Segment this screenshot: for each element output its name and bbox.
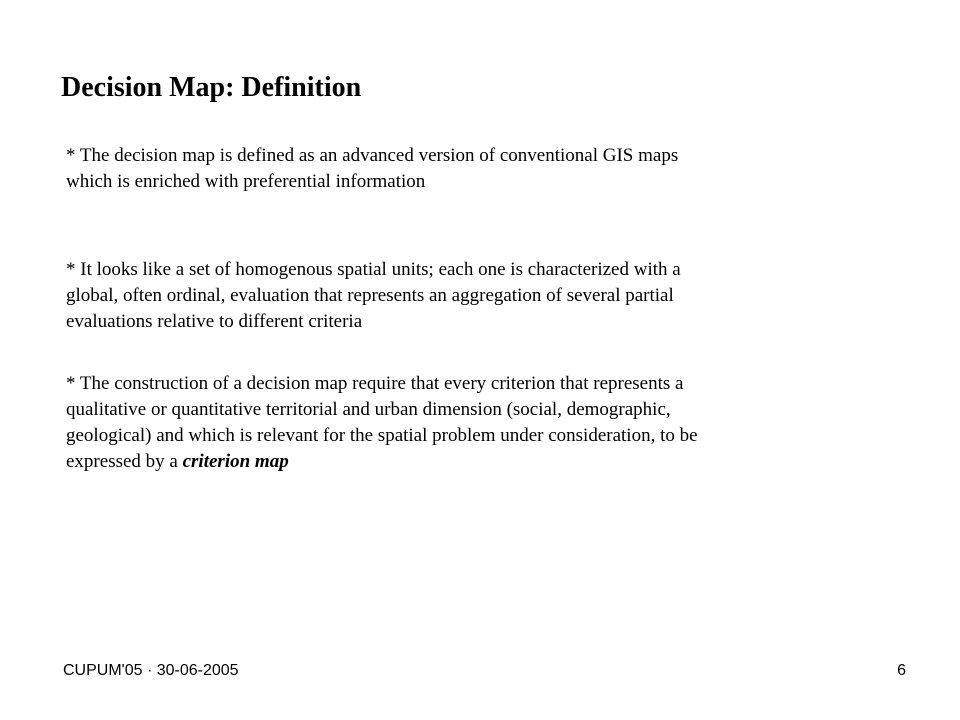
paragraph-line: * It looks like a set of homogenous spatial units; each one is characterized with a xyxy=(66,259,681,280)
paragraph-line: * The construction of a decision map require that every criterion that represents a xyxy=(66,373,684,394)
paragraph-line: global, often ordinal, evaluation that represents an aggregation of several partial xyxy=(66,285,674,306)
paragraph-line: evaluations relative to different criteria xyxy=(66,311,363,332)
paragraph-last-line xyxy=(66,449,896,475)
slide-title: Decision Map: Definition xyxy=(61,72,362,103)
paragraph-line: qualitative or quantitative territorial and urban dimension (social, demographic, xyxy=(66,399,671,420)
footer-event-date: CUPUM'05 · 30-06-2005 xyxy=(63,662,239,679)
paragraph-line: geological) and which is relevant for the spatial problem under consideration, to be xyxy=(66,425,698,446)
paragraph-line: which is enriched with preferential information xyxy=(66,171,426,192)
bullet-paragraph-3 xyxy=(66,371,896,475)
paragraph-line-prefix: expressed by a xyxy=(66,451,183,472)
criterion-map-emphasis: criterion map xyxy=(182,451,289,472)
page-number: 6 xyxy=(897,662,906,679)
paragraph-line: * The decision map is defined as an advanced version of conventional GIS maps xyxy=(66,145,679,166)
bullet-paragraph-1 xyxy=(66,143,896,195)
bullet-paragraph-2 xyxy=(66,257,896,335)
